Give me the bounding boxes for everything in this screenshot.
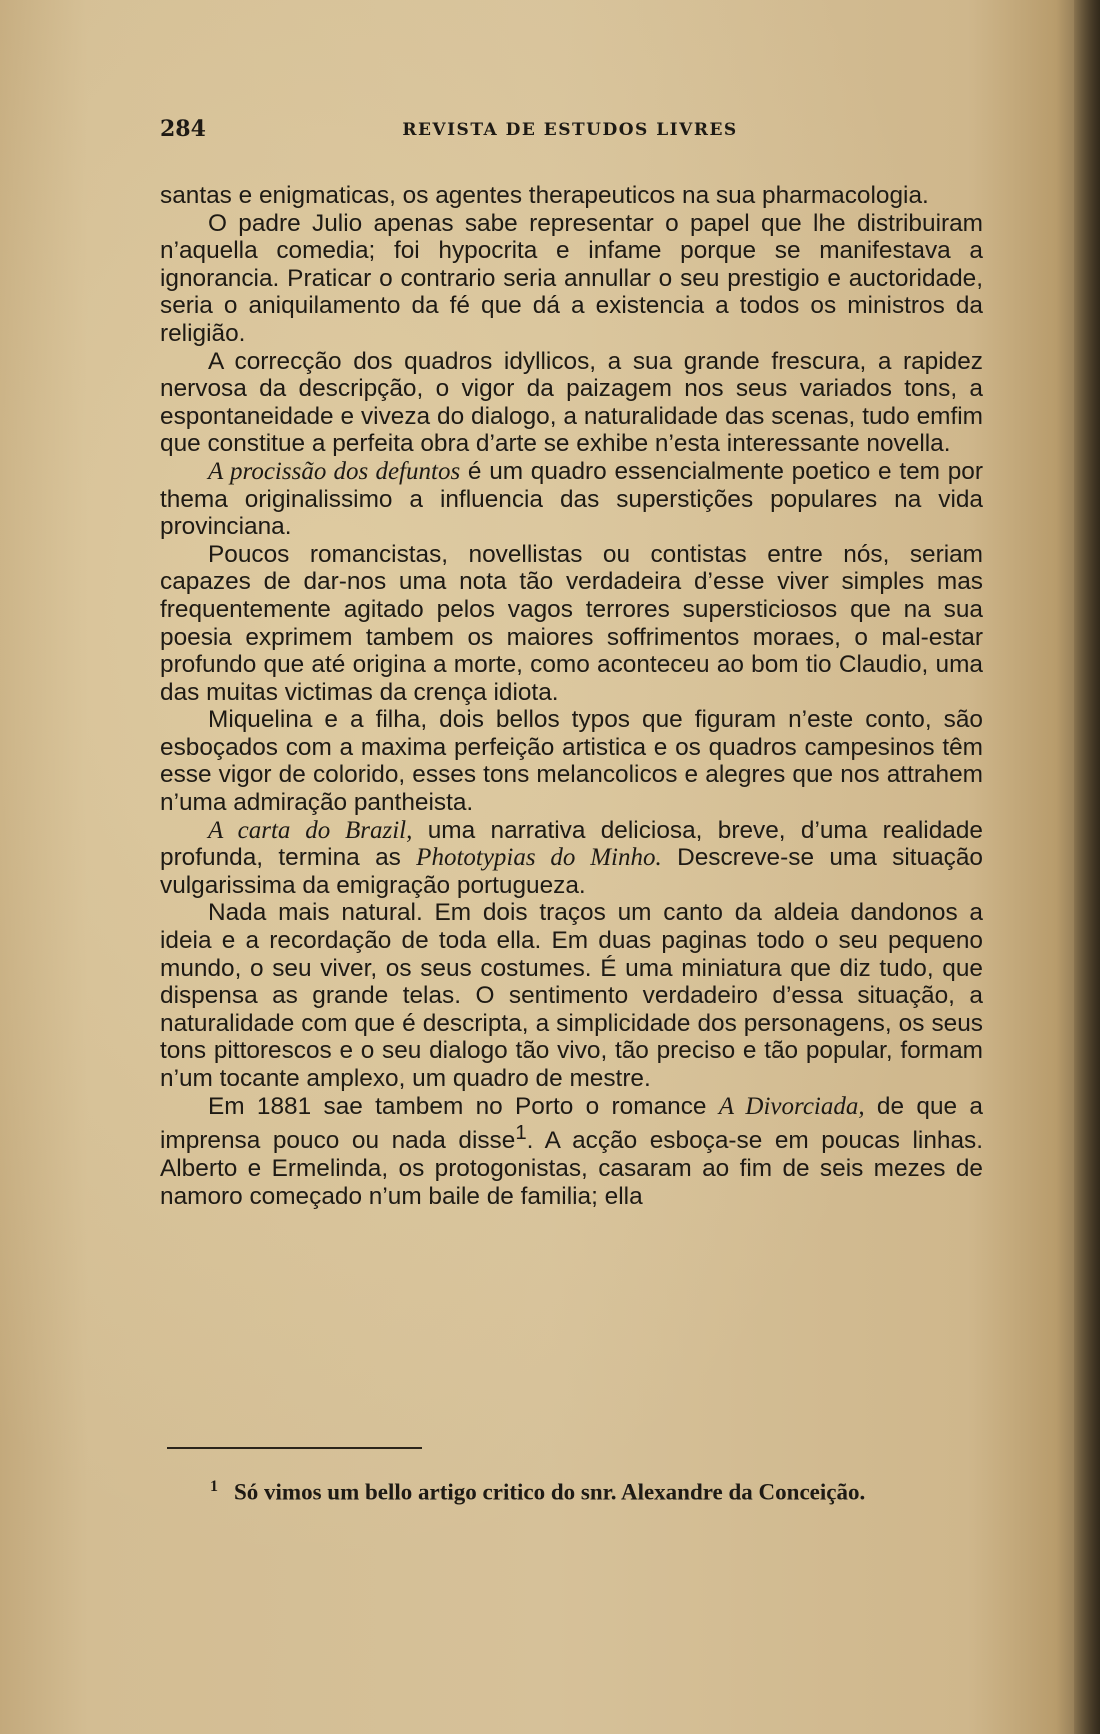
text-run: A correcção dos quadros idyllicos, a sua grande frescura, a rapidez nervosa da descripção, o vigor da paizagem nos seus variados tons, a espontaneidade e viveza do dialogo, a naturalidade das scenas, tudo emfim que constitue a perfeita obra d’arte se exhibe n’esta interessante novella. xyxy=(160,347,983,458)
paragraph xyxy=(160,817,983,900)
italic-title: A Divorciada, xyxy=(718,1092,865,1120)
footnote-reference: 1 xyxy=(515,1122,527,1145)
italic-title: A procissão dos defuntos xyxy=(208,457,461,485)
text-run: é um quadro essencialmente poetico e tem por thema originalissimo a influencia das superstições populares na vida provinciana. xyxy=(160,457,983,541)
paragraph xyxy=(160,541,983,707)
page-header xyxy=(160,116,980,146)
text-run: Poucos romancistas, novellistas ou contistas entre nós, seriam capazes de dar-nos uma nota tão verdadeira d’esse viver simples mas frequentemente agitado pelos vagos terrores supersticiosos que na sua poesia exprimem tambem os maiores soffrimentos moraes, o mal-estar profundo que até origina a morte, como aconteceu ao bom tio Claudio, uma das muitas victimas da crença idiota. xyxy=(160,540,983,706)
footnote xyxy=(210,1478,990,1506)
body-text xyxy=(160,182,983,1210)
paragraph xyxy=(160,458,983,541)
page-number: 284 xyxy=(160,116,206,142)
page-edge-shadow xyxy=(1074,0,1100,1734)
text-run: santas e enigmaticas, os agentes therapeuticos na sua pharmacologia. xyxy=(160,182,929,209)
footnote-divider xyxy=(167,1447,422,1449)
footnote-text: Só vimos um bello artigo critico do snr. Alexandre da Conceição. xyxy=(234,1479,866,1505)
text-run: de que a imprensa pouco ou nada disse xyxy=(160,1092,983,1155)
text-run: Nada mais natural. Em dois traços um canto da aldeia dandonos a ideia e a recordação de toda ella. Em duas paginas todo o seu pequeno mundo, o seu viver, os seus costumes. É uma miniatura que diz tudo, que dispensa as grande telas. O sentimento verdadeiro d’essa situação, a naturalidade com que é descripta, a simplicidade dos personagens, os seus tons pittorescos e o seu dialogo tão vivo, tão preciso e tão popular, formam n’um tocante amplexo, um quadro de mestre. xyxy=(160,899,983,1092)
text-run: Em 1881 sae tambem no Porto o romance xyxy=(208,1092,719,1120)
text-run: uma narrativa deliciosa, breve, d’uma realidade profunda, termina as xyxy=(160,816,983,872)
italic-title: A carta do Brazil, xyxy=(208,816,413,844)
running-title: REVISTA DE ESTUDOS LIVRES xyxy=(402,120,738,140)
paragraph xyxy=(160,1093,983,1211)
paragraph xyxy=(160,899,983,1092)
italic-title: Phototypias do Minho. xyxy=(416,844,662,872)
paragraph xyxy=(160,348,983,458)
paragraph xyxy=(160,182,983,210)
paragraph xyxy=(160,706,983,816)
text-run: Miquelina e a filha, dois bellos typos que figuram n’este conto, são esboçados com a maxima perfeição artistica e os quadros campesinos têm esse vigor de colorido, esses tons melancolicos e alegres que nos attrahem n’uma admiração pantheista. xyxy=(160,706,983,817)
footnote-marker: 1 xyxy=(210,1478,218,1495)
text-run: Descreve-se uma situação vulgarissima da emigração portugueza. xyxy=(160,844,983,899)
paragraph xyxy=(160,210,983,348)
text-run: . A acção esboça-se em poucas linhas. Alberto e Ermelinda, os protogonistas, casaram ao fim de seis mezes de namoro começado n’um baile de familia; ella xyxy=(160,1127,983,1210)
text-run: O padre Julio apenas sabe representar o papel que lhe distribuiram n’aquella comedia; foi hypocrita e infame porque se manifestava a ignorancia. Praticar o contrario seria annullar o seu prestigio e auctoridade, seria o aniquilamento da fé que dá a existencia a todos os ministros da religião. xyxy=(160,209,983,347)
